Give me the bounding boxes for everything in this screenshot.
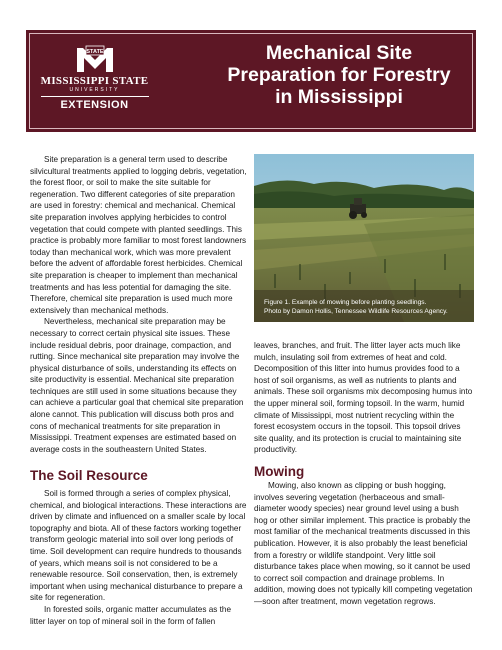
header-banner xyxy=(26,30,476,132)
mowing-paragraph: Mowing, also known as clipping or bush hogging, involves severing vegetation (herbaceous and small-diameter woody species) near ground level using a bush hog or other similar implement. This practice is probably the most familiar of the mechanical treatments discussed in this publication. However, it is also probably the least beneficial from a forestry or wildlife standpoint. Very little soil disturbance takes place when mowing, so it cannot be used to correct soil compaction and drainage problems. In addition, mowing does not typically kill competing vegetation—soon after treatment, mown vegetation regrows. xyxy=(254,481,473,606)
intro-paragraph: Site preparation is a general term used to describe silvicultural treatments applied to logging debris, vegetation, the forest floor, or soil to make the site suitable for regeneration. Two different categories of site preparation are used in forestry: chemical and mechanical. Chemical site preparation involves applying herbicides to control vegetation that could compete with planted seedlings. This practice is probably more familiar to most forest landowners today than mechanical work, which was more prevalent before the advent of affordable forest herbicides. Chemical site preparation is cheaper to implement than mechanical treatments and has less potential for damaging the site. Therefore, chemical site preparation is used much more extensively than mechanical methods. xyxy=(30,155,247,315)
logo-subtitle: UNIVERSITY xyxy=(69,87,120,93)
intro-section xyxy=(30,154,248,455)
caption-line: Figure 1. Example of mowing before planting seedlings. xyxy=(264,299,427,306)
mowing-section xyxy=(254,480,474,608)
title-line: in Mississippi xyxy=(275,86,403,108)
page-title xyxy=(214,42,464,108)
mowing-heading: Mowing xyxy=(254,464,305,479)
figure-photo xyxy=(254,154,474,322)
msu-m-shield-icon xyxy=(75,44,115,74)
figure-caption xyxy=(264,298,469,316)
soil-resource-heading: The Soil Resource xyxy=(30,468,148,483)
title-line: Mechanical Site xyxy=(265,42,413,64)
logo-extension-label: EXTENSION xyxy=(60,99,129,111)
msu-extension-logo xyxy=(32,44,157,124)
soil-continued-paragraph: leaves, branches, and fruit. The litter layer acts much like mulch, insulating soil from extremes of heat and cold. Decomposition of this litter into humus provides food to a host of soil organisms, as well as nutrients to plants and animals. These soil organisms mix decomposing humus into the upper mineral soil, forming topsoil. In the warm, humid climate of Mississippi, most nutrient recycling within the forest ecosystem occurs in the topsoil. This topsoil drives site quality, and its protection is crucial to maintaining site productivity. xyxy=(254,341,473,455)
title-line: Preparation for Forestry xyxy=(227,64,451,86)
soil-paragraph: In forested soils, organic matter accumulates as the litter layer on top of mineral soil in the form of fallen xyxy=(30,604,232,626)
logo-divider xyxy=(41,96,149,97)
shield-text: STATE xyxy=(85,49,104,55)
soil-paragraph: Soil is formed through a series of complex physical, chemical, and biological interactions. These interactions are driven by climate and influenced on a smaller scale by local topography and biota. All of these factors working together transform geologic material into soil over long periods of time. Soil development can require hundreds to thousands of years, which means soil is not considered to be a renewable resource. Soil conservation, then, is extremely important when using mechanical disturbance to prepare a site for regeneration. xyxy=(30,489,247,603)
soil-continued-section xyxy=(254,340,474,456)
soil-resource-section xyxy=(30,488,248,627)
caption-line: Photo by Damon Hollis, Tennessee Wildlife Resources Agency. xyxy=(264,308,448,315)
mowing-field-image xyxy=(254,154,474,322)
intro-paragraph: Nevertheless, mechanical site preparation may be necessary to correct certain physical site issues. These include residual debris, poor drainage, compaction, and rutting. Since mechanical site preparation may involve the physical disturbance of soils, understanding its effects on site productivity is essential. Mechanical site preparation techniques are still used in some situations because they can achieve a particular goal that chemical site preparation alone cannot. This publication will discuss both pros and cons of mechanical treatments for site preparation in Mississippi. Treatment expenses are estimated based on average costs in the southeastern United States. xyxy=(30,317,244,454)
logo-wordmark: MISSISSIPPI STATE xyxy=(40,75,149,87)
